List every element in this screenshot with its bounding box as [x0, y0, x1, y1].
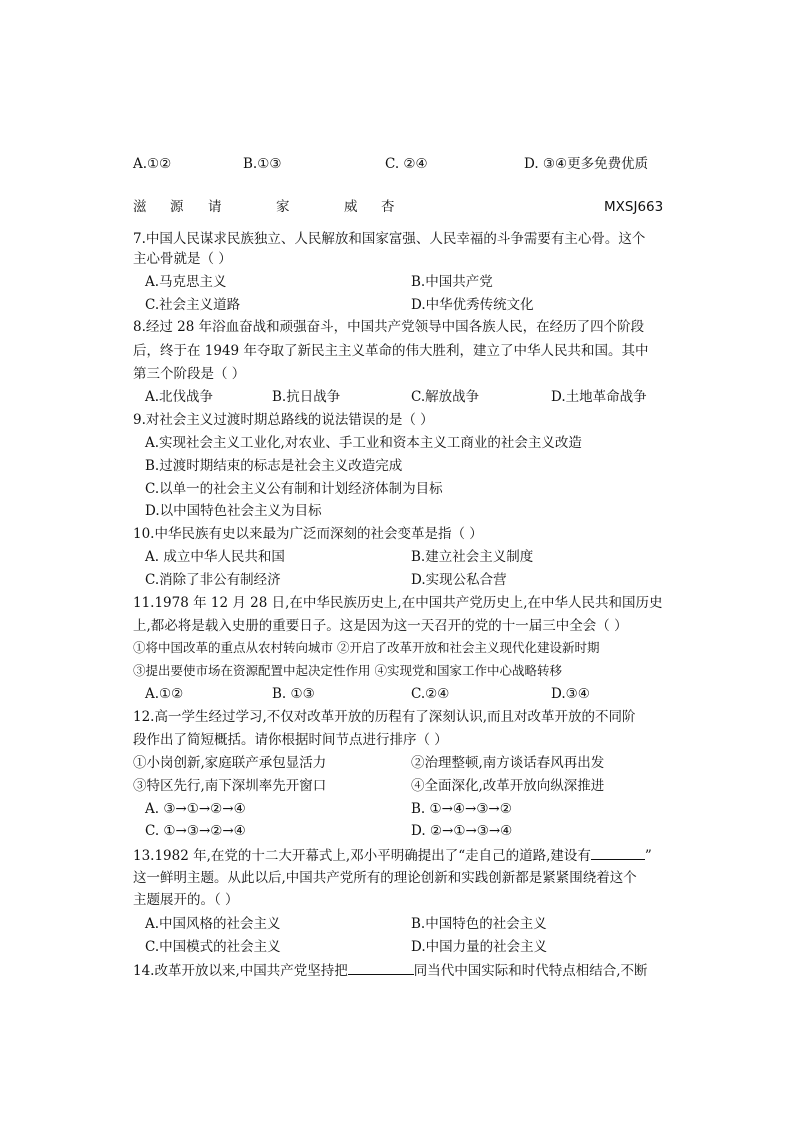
q10-option-b: B.建立社会主义制度: [411, 549, 534, 565]
q8-stem-line-1: 8.经过 28 年浴血奋战和顽强奋斗，中国共产党领导中国各族人民，在经历了四个阶段: [133, 319, 645, 335]
q12-statement-4: ④全面深化,改革开放向纵深推进: [411, 778, 605, 794]
option-b: B.①③: [243, 156, 282, 172]
header-char: 请: [208, 199, 222, 215]
q10-option-a: A. 成立中华人民共和国: [145, 549, 285, 565]
q11-option-c: C.②④: [411, 686, 450, 702]
q8-option-c: C.解放战争: [411, 389, 480, 405]
q10-stem: 10.中华民族有史以来最为广泛而深刻的社会变革是指（ ）: [133, 526, 483, 542]
option-d: D. ③④更多免费优质: [524, 156, 649, 172]
q12-option-b: B. ①→④→③→②: [411, 801, 512, 817]
q11-stem-line-2: 上,都必将是载入史册的重要日子。这是因为这一天召开的党的十一届三中全会（ ）: [133, 618, 628, 634]
q13-option-a: A.中国风格的社会主义: [145, 916, 281, 932]
q12-statement-2: ②治理整顿,南方谈话春风再出发: [411, 755, 605, 771]
q8-option-b: B.抗日战争: [272, 389, 341, 405]
q10-option-d: D.实现公私合营: [411, 572, 507, 588]
q13-stem-line-1-close: ”: [644, 848, 652, 864]
q7-option-a: A.马克思主义: [145, 274, 227, 290]
q12-option-c: C. ①→③→②→④: [145, 823, 246, 839]
q12-statement-3: ③特区先行,南下深圳率先开窗口: [133, 778, 327, 794]
q12-option-d: D. ②→①→③→④: [411, 823, 513, 839]
q13-stem-line-1-text: 13.1982 年,在党的十二大开幕式上,邓小平明确提出了“走自己的道路,建设有: [133, 848, 591, 864]
q11-option-b: B. ①③: [272, 686, 315, 702]
q13-stem-line-1: [133, 845, 652, 866]
header-char: 家: [276, 199, 290, 215]
q11-statements-2: ③提出要使市场在资源配置中起决定性作用 ④实现党和国家工作中心战略转移: [133, 663, 562, 678]
q13-option-d: D.中国力量的社会主义: [411, 939, 548, 955]
header-char: 滋: [133, 199, 147, 215]
q14-stem-text-pre: 14.改革开放以来,中国共产党坚持把: [133, 963, 348, 979]
q12-statement-1: ①小岗创新,家庭联产承包显活力: [133, 755, 327, 771]
q12-option-a: A. ③→①→②→④: [145, 801, 246, 817]
q9-option-a: A.实现社会主义工业化,对农业、手工业和资本主义工商业的社会主义改造: [145, 435, 582, 451]
q14-answer-blank: [348, 960, 414, 975]
q11-stem-line-1: 11.1978 年 12 月 28 日,在中华民族历史上,在中国共产党历史上,在中华人民共和国历史: [133, 595, 663, 611]
q9-option-d: D.以中国特色社会主义为目标: [145, 503, 322, 519]
q8-option-d: D.土地革命战争: [551, 389, 647, 405]
q14-stem: [133, 960, 648, 981]
q10-option-c: C.消除了非公有制经济: [145, 572, 281, 588]
q14-stem-text-post: 同当代中国实际和时代特点相结合,不断: [413, 963, 648, 979]
q13-answer-blank: [591, 845, 645, 860]
q7-stem-line-1: 7.中国人民谋求民族独立、人民解放和国家富强、人民幸福的斗争需要有主心骨。这个: [133, 231, 646, 247]
q11-option-a: A.①②: [145, 686, 184, 702]
q11-option-d: D.③④: [551, 686, 590, 702]
q13-stem-line-3: 主题展开的。（ ）: [133, 892, 239, 908]
q8-stem-line-3: 第三个阶段是（ ）: [133, 366, 246, 382]
q13-stem-line-2: 这一鲜明主题。从此以后,中国共产党所有的理论创新和实践创新都是紧紧围绕着这个: [133, 870, 637, 886]
q11-statements-1: ①将中国改革的重点从农村转向城市 ②开启了改革开放和社会主义现代化建设新时期: [133, 640, 600, 655]
q7-option-b: B.中国共产党: [411, 274, 493, 290]
header-char: 威: [344, 199, 358, 215]
q13-option-c: C.中国模式的社会主义: [145, 939, 281, 955]
q7-option-d: D.中华优秀传统文化: [411, 297, 534, 313]
q9-option-b: B.过渡时期结束的标志是社会主义改造完成: [145, 458, 403, 474]
option-c: C. ②④: [385, 156, 428, 172]
q7-option-c: C.社会主义道路: [145, 297, 241, 313]
header-char: 源: [170, 199, 184, 215]
q12-stem-line-2: 段作出了简短概括。请你根据时间节点进行排序（ ）: [133, 732, 448, 748]
q8-option-a: A.北伐战争: [145, 389, 214, 405]
header-code: MXSJ663: [604, 199, 664, 215]
q8-stem-line-2: 后，终于在 1949 年夺取了新民主主义革命的伟大胜利，建立了中华人民共和国。其中: [133, 343, 649, 359]
q13-option-b: B.中国特色的社会主义: [411, 916, 547, 932]
q9-option-c: C.以单一的社会主义公有制和计划经济体制为目标: [145, 481, 443, 497]
q12-stem-line-1: 12.高一学生经过学习,不仅对改革开放的历程有了深刻认识,而且对改革开放的不同阶: [133, 709, 636, 725]
option-a: A.①②: [133, 156, 172, 172]
q9-stem: 9.对社会主义过渡时期总路线的说法错误的是（ ）: [133, 412, 434, 428]
header-char: 杏: [381, 199, 395, 215]
q7-stem-line-2: 主心骨就是（ ）: [133, 251, 232, 267]
